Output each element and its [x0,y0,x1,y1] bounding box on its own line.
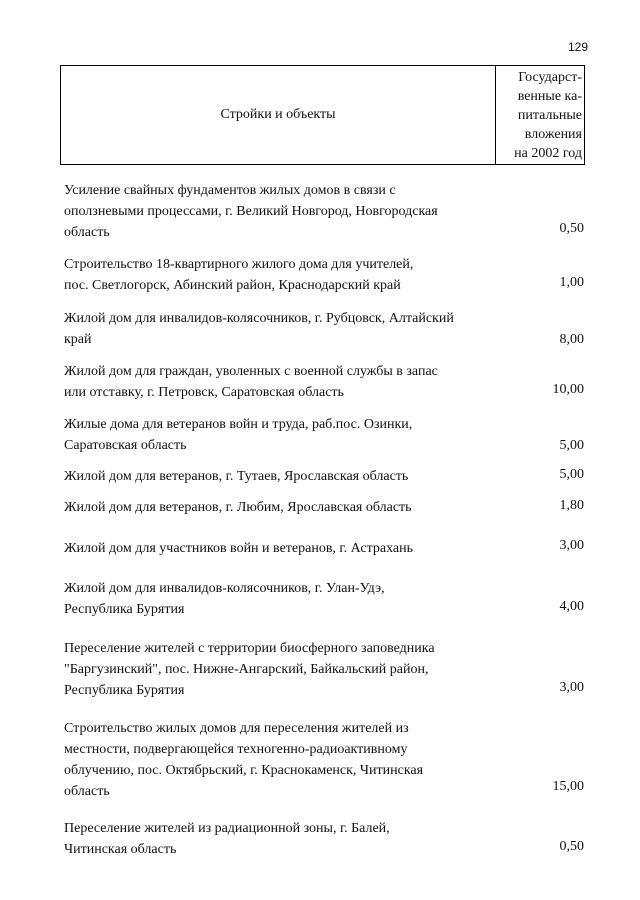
row-description [64,818,494,860]
header-investments-line: питальные [517,107,582,123]
header-investments-line: на 2002 год [514,145,582,161]
description-line: оползневыми процессами, г. Великий Новгород, Новгородская [64,204,438,219]
row-value: 15,00 [552,779,584,794]
description-line: Жилой дом для ветеранов, г. Любим, Ярославская область [64,500,412,515]
description-line: Переселение жителей с территории биосферного заповедника [64,641,435,656]
description-line: Жилой дом для инвалидов-колясочников, г. Рубцовск, Алтайский [64,311,454,326]
row-description [64,414,494,456]
description-line: Республика Бурятия [64,602,185,617]
description-line: Строительство 18-квартирного жилого дома для учителей, [64,257,414,272]
description-line: Читинская область [64,842,177,857]
header-investments-line: вложения [524,126,582,142]
description-line: Усиление свайных фундаментов жилых домов в связи с [64,183,396,198]
table-row [64,578,584,620]
description-line: местности, подвергающейся техногенно-радиоактивному [64,742,408,757]
description-line: Жилые дома для ветеранов войн и труда, раб.пос. Озинки, [64,417,413,432]
row-description [64,497,494,518]
description-line: область [64,784,110,799]
table-row [64,638,584,701]
description-line: Жилой дом для инвалидов-колясочников, г. Улан-Удэ, [64,581,385,596]
row-value: 5,00 [559,467,584,482]
row-description [64,254,494,296]
row-description [64,578,494,620]
row-value: 3,00 [559,538,584,553]
description-line: "Баргузинский", пос. Нижне-Ангарский, Байкальский район, [64,662,429,677]
header-objects-title: Стройки и объекты [61,66,496,164]
row-description [64,180,494,243]
row-value: 3,00 [559,680,584,695]
description-line: Переселение жителей из радиационной зоны, г. Балей, [64,821,390,836]
table-row [64,818,584,860]
description-line: Жилой дом для ветеранов, г. Тутаев, Ярославская область [64,469,409,484]
row-value: 10,00 [552,382,584,397]
header-investments-line: Государст- [518,69,582,85]
table-row [64,538,584,559]
header-investments-title [496,66,584,164]
description-line: Республика Бурятия [64,683,185,698]
description-line: пос. Светлогорск, Абинский район, Краснодарский край [64,278,401,293]
description-line: Жилой дом для граждан, уволенных с военной службы в запас [64,364,438,379]
table-row [64,180,584,243]
row-value: 5,00 [559,438,584,453]
row-value: 1,00 [559,275,584,290]
row-description [64,538,494,559]
row-value: 0,50 [559,221,584,236]
table-row [64,254,584,296]
table-row [64,466,584,487]
header-investments-line: венные ка- [517,88,582,104]
row-description [64,308,494,350]
row-description [64,638,494,701]
row-value: 4,00 [559,599,584,614]
table-header [60,65,585,165]
row-description [64,718,494,802]
row-value: 0,50 [559,839,584,854]
table-row [64,497,584,518]
table-row [64,361,584,403]
description-line: или отставку, г. Петровск, Саратовская область [64,385,344,400]
description-line: Саратовская область [64,438,187,453]
row-description [64,361,494,403]
description-line: область [64,225,110,240]
page-number: 129 [567,40,588,54]
description-line: Жилой дом для участников войн и ветеранов, г. Астрахань [64,541,413,556]
description-line: облучению, пос. Октябрьский, г. Краснокаменск, Читинская [64,763,424,778]
row-value: 8,00 [559,332,584,347]
description-line: край [64,332,92,347]
row-description [64,466,494,487]
description-line: Строительство жилых домов для переселения жителей из [64,721,409,736]
table-row [64,308,584,350]
table-row [64,718,584,802]
table-row [64,414,584,456]
row-value: 1,80 [559,498,584,513]
